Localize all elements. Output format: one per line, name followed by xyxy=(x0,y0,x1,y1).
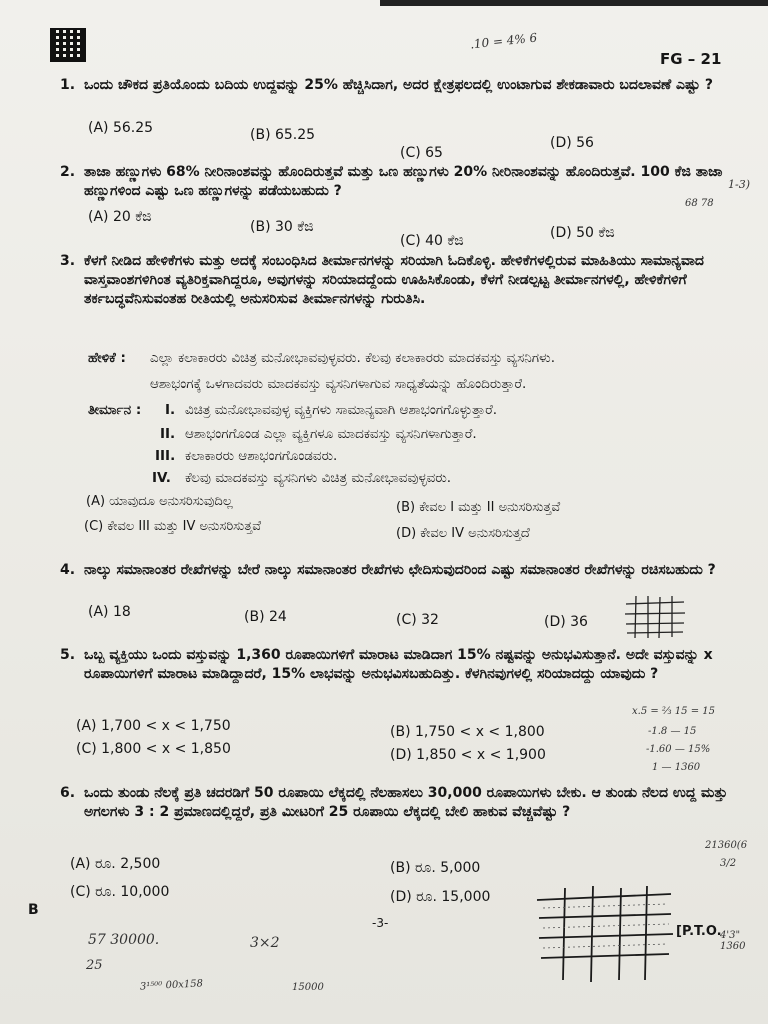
option-d[interactable]: (D) ಕೇವಲ IV ಅನುಸರಿಸುತ್ತದೆ xyxy=(396,526,530,541)
handwritten-note: x.5 = ⅔ 15 = 15 xyxy=(632,706,715,717)
question-number: 5. xyxy=(60,647,76,663)
handwritten-note: -1.8 — 15 xyxy=(648,726,697,737)
question-text: ಒಂದು ಚೌಕದ ಪ್ರತಿಯೊಂದು ಬದಿಯ ಉದ್ದವನ್ನು 25% ಹೆಚ್ಚಿಸಿದಾಗ, ಅದರ ಕ್ಷೇತ್ರಫಲದಲ್ಲಿ ಉಂಟಾಗುವ ಶೇಕಡಾವಾರು ಬದಲಾವಣೆ ಎಷ್ಟು ? xyxy=(84,77,713,93)
pto-label: [P.T.O. xyxy=(676,924,722,939)
option-b[interactable]: (B) ಕೇವಲ I ಮತ್ತು II ಅನುಸರಿಸುತ್ತವೆ xyxy=(396,500,561,515)
option-a[interactable]: (A) 18 xyxy=(88,604,131,620)
question-number: 4. xyxy=(60,562,76,578)
handwritten-note: 15000 xyxy=(292,982,324,993)
option-c[interactable]: (C) 32 xyxy=(396,612,439,628)
handwritten-note: 3/2 xyxy=(720,858,737,869)
handwritten-note: -1.60 — 15% xyxy=(646,744,711,755)
option-a[interactable]: (A) ರೂ. 2,500 xyxy=(70,856,161,872)
statement-line: ಎಲ್ಲಾ ಕಲಾಕಾರರು ವಿಚಿತ್ರ ಮನೋಭಾವವುಳ್ಳವರು. ಕೆಲವು ಕಲಾಕಾರರು ಮಾದಕವಸ್ತು ವ್ಯಸನಿಗಳು. xyxy=(150,350,555,366)
conclusion-text: ಕೆಲವು ಮಾದಕವಸ್ತು ವ್ಯಸನಿಗಳು ವಿಚಿತ್ರ ಮನೋಭಾವವುಳ್ಳವರು. xyxy=(185,470,452,486)
option-d[interactable]: (D) ರೂ. 15,000 xyxy=(390,889,491,905)
option-d[interactable]: (D) 1,850 < x < 1,900 xyxy=(390,747,546,763)
qr-code-icon xyxy=(50,28,86,62)
conclusion-text: ಕಲಾಕಾರರು ಆಶಾಭಂಗಗೊಂಡವರು. xyxy=(185,448,338,464)
option-b[interactable]: (B) 65.25 xyxy=(250,127,316,143)
conclusion-roman: I. xyxy=(165,402,176,418)
question-number: 6. xyxy=(60,785,76,801)
option-c[interactable]: (C) ಕೇವಲ III ಮತ್ತು IV ಅನುಸರಿಸುತ್ತವೆ xyxy=(84,519,262,534)
option-c[interactable]: (C) 1,800 < x < 1,850 xyxy=(76,741,231,757)
scan-edge-shadow xyxy=(380,0,768,6)
option-c[interactable]: (C) ರೂ. 10,000 xyxy=(70,884,170,900)
question-3 xyxy=(60,252,740,309)
handwritten-note: 57 30000. xyxy=(88,932,160,948)
question-number: 1. xyxy=(60,77,76,93)
question-text: ಒಂದು ತುಂಡು ನೆಲಕ್ಕೆ ಪ್ರತಿ ಚದರಡಿಗೆ 50 ರೂಪಾಯಿ ಲೆಕ್ಕದಲ್ಲಿ ನೆಲಹಾಸಲು 30,000 ರೂಪಾಯಿಗಳು ಬೇಕು. ಆ ತುಂಡು ನೆಲದ ಉದ್ದ ಮತ್ತು ಅಗಲಗಳು 3 : 2 ಪ್ರಮಾಣದಲ್ಲಿದ್ದರೆ, ಪ್ರತಿ ಮೀಟರಿಗೆ 25 ರೂಪಾಯಿ ಲೆಕ್ಕದಲ್ಲಿ ಬೇಲಿ ಹಾಕುವ ವೆಚ್ಚವೆಷ್ಟು ? xyxy=(84,785,728,820)
handwritten-note: .10 = 4% 6 xyxy=(469,30,538,52)
option-b[interactable]: (B) 30 ಕೆಜಿ xyxy=(250,219,314,235)
question-text: ಕೆಳಗೆ ನೀಡಿದ ಹೇಳಿಕೆಗಳು ಮತ್ತು ಅದಕ್ಕೆ ಸಂಬಂಧಿಸಿದ ತೀರ್ಮಾನಗಳನ್ನು ಸರಿಯಾಗಿ ಓದಿಕೊಳ್ಳಿ. ಹೇಳಿಕೆಗಳಲ್ಲಿರುವ ಮಾಹಿತಿಯು ಸಾಮಾನ್ಯವಾದ ವಾಸ್ತವಾಂಶಗಳಿಗಿಂತ ವ್ಯತಿರಿಕ್ತವಾಗಿದ್ದರೂ, ಅವುಗಳನ್ನು ಸರಿಯಾದದ್ದೆಂದು ಊಹಿಸಿಕೊಂಡು, ಕೆಳಗೆ ನೀಡಲ್ಪಟ್ಟ ತೀರ್ಮಾನಗಳಲ್ಲಿ, ಹೇಳಿಕೆಗಳಿಗೆ ತರ್ಕಬದ್ಧವೆನಿಸುವಂತಹ ರೀತಿಯಲ್ಲಿ ಅನುಸರಿಸುವ ತೀರ್ಮಾನಗಳನ್ನು ಗುರುತಿಸಿ. xyxy=(84,253,704,307)
option-b[interactable]: (B) 1,750 < x < 1,800 xyxy=(390,724,545,740)
handwritten-note: 3¹⁵⁰⁰ 00x158 xyxy=(139,978,204,993)
question-text: ನಾಲ್ಕು ಸಮಾನಾಂತರ ರೇಖೆಗಳನ್ನು ಬೇರೆ ನಾಲ್ಕು ಸಮಾನಾಂತರ ರೇಖೆಗಳು ಛೇದಿಸುವುದರಿಂದ ಎಷ್ಟು ಸಮಾನಾಂತರ ರೇಖೆಗಳನ್ನು ರಚಿಸಬಹುದು ? xyxy=(84,562,716,578)
handwritten-note: 25 xyxy=(86,958,103,973)
conclusion-text: ವಿಚಿತ್ರ ಮನೋಭಾವವುಳ್ಳ ವ್ಯಕ್ತಿಗಳು ಸಾಮಾನ್ಯವಾಗಿ ಆಶಾಭಂಗಗೊಳ್ಳುತ್ತಾರೆ. xyxy=(185,402,498,418)
option-d[interactable]: (D) 36 xyxy=(544,614,588,630)
conclusion-text: ಆಶಾಭಂಗಗೊಂಡ ಎಲ್ಲಾ ವ್ಯಕ್ತಿಗಳೂ ಮಾದಕವಸ್ತು ವ್ಯಸನಿಗಳಾಗುತ್ತಾರೆ. xyxy=(185,426,477,442)
option-a[interactable]: (A) 20 ಕೆಜಿ xyxy=(88,209,152,225)
question-4 xyxy=(60,561,740,580)
handwritten-note: 4'3" 1360 xyxy=(720,930,746,952)
question-5 xyxy=(60,646,740,684)
conclusion-roman: II. xyxy=(160,426,176,442)
question-text: ತಾಜಾ ಹಣ್ಣುಗಳು 68% ನೀರಿನಾಂಶವನ್ನು ಹೊಂದಿರುತ್ತವೆ ಮತ್ತು ಒಣ ಹಣ್ಣುಗಳು 20% ನೀರಿನಾಂಶವನ್ನು ಹೊಂದಿರುತ್ತವೆ. 100 ಕೆಜಿ ತಾಜಾ ಹಣ್ಣುಗಳಿಂದ ಎಷ್ಟು ಒಣ ಹಣ್ಣುಗಳನ್ನು ಪಡೆಯಬಹುದು ? xyxy=(84,164,723,199)
statement-label: ಹೇಳಿಕೆ : xyxy=(88,350,126,366)
series-label: B xyxy=(28,902,39,918)
conclusion-label: ತೀರ್ಮಾನ : xyxy=(88,402,142,418)
grid-sketch-icon xyxy=(622,594,688,640)
question-number: 3. xyxy=(60,253,76,269)
option-c[interactable]: (C) 40 ಕೆಜಿ xyxy=(400,233,464,249)
grid-sketch-icon xyxy=(535,884,675,984)
handwritten-note: 3×2 xyxy=(250,935,280,951)
question-1 xyxy=(60,76,740,95)
option-c[interactable]: (C) 65 xyxy=(400,145,443,161)
question-text: ಒಬ್ಬ ವ್ಯಕ್ತಿಯು ಒಂದು ವಸ್ತುವನ್ನು 1,360 ರೂಪಾಯಿಗಳಿಗೆ ಮಾರಾಟ ಮಾಡಿದಾಗ 15% ನಷ್ಟವನ್ನು ಅನುಭವಿಸುತ್ತಾನೆ. ಅದೇ ವಸ್ತುವನ್ನು x ರೂಪಾಯಿಗಳಿಗೆ ಮಾರಾಟ ಮಾಡಿದ್ದಾದರೆ, 15% ಲಾಭವನ್ನು ಅನುಭವಿಸಬಹುದಿತ್ತು. ಕೆಳಗಿನವುಗಳಲ್ಲಿ ಸರಿಯಾದದ್ದು ಯಾವುದು ? xyxy=(84,647,713,682)
paper-code: FG – 21 xyxy=(660,50,722,68)
option-b[interactable]: (B) ರೂ. 5,000 xyxy=(390,860,481,876)
option-a[interactable]: (A) ಯಾವುದೂ ಅನುಸರಿಸುವುದಿಲ್ಲ xyxy=(86,494,233,509)
option-a[interactable]: (A) 1,700 < x < 1,750 xyxy=(76,718,231,734)
handwritten-note: 21360(6 xyxy=(705,840,748,851)
question-6 xyxy=(60,784,740,822)
conclusion-roman: III. xyxy=(155,448,176,464)
question-number: 2. xyxy=(60,164,76,180)
handwritten-note: 1-3) xyxy=(728,178,751,191)
handwritten-note: 68 78 xyxy=(685,198,714,209)
question-2 xyxy=(60,163,740,201)
page-number: -3- xyxy=(372,916,389,930)
option-d[interactable]: (D) 56 xyxy=(550,135,594,151)
handwritten-note: 1 — 1360 xyxy=(652,762,701,773)
option-a[interactable]: (A) 56.25 xyxy=(88,120,154,136)
option-d[interactable]: (D) 50 ಕೆಜಿ xyxy=(550,225,615,241)
option-b[interactable]: (B) 24 xyxy=(244,609,287,625)
conclusion-roman: IV. xyxy=(152,470,171,486)
statement-line: ಆಶಾಭಂಗಕ್ಕೆ ಒಳಗಾದವರು ಮಾದಕವಸ್ತು ವ್ಯಸನಿಗಳಾಗುವ ಸಾಧ್ಯತೆಯನ್ನು ಹೊಂದಿರುತ್ತಾರೆ. xyxy=(150,376,527,392)
